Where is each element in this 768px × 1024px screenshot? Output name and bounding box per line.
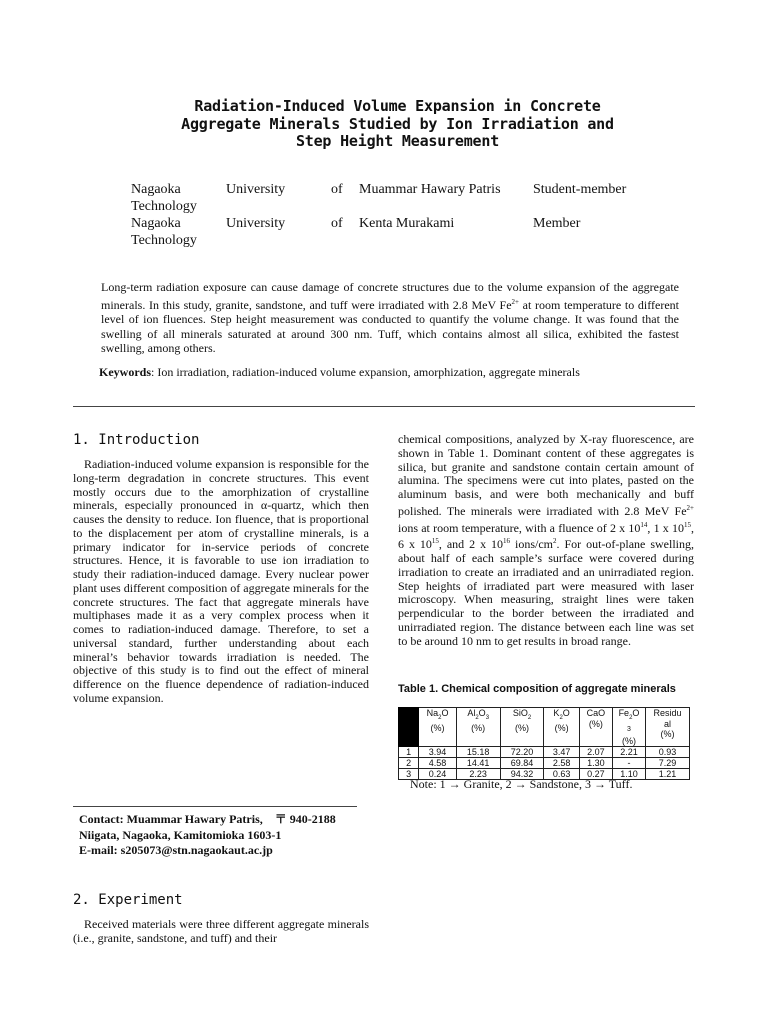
keywords	[99, 365, 689, 380]
author-1-org1: Nagaoka	[131, 182, 181, 197]
table-cell: 1.30	[579, 758, 612, 769]
title-line-2: Aggregate Minerals Studied by Ion Irradiation and	[181, 114, 614, 133]
table-cell: 2.58	[544, 758, 579, 769]
intro-paragraph: Radiation-induced volume expansion is responsible for the long-term degradation in concrete structures. This event mostly occurs due to the amorphization of crystalline minerals, especially pronounced in α-quartz, which then causes the density to reduce. Ion fluence, that is proportional to the displacement per atom of crystalline minerals, is a primary indicator for in-service periods of concrete structures. Hence, it is favorable to use ion irradiation to study their radiation-induced damage. Every nuclear power plant uses different composition of aggregate minerals for the concrete structures. The fact that aggregate minerals have multiphases made it as a very complex process when it comes to radiation-induced damage. Therefore, to set a universal standard, further understanding about each mineral’s behavior towards irradiation is needed. The objective of this study is to find out the effect of mineral difference on the fluence dependence of radiation-induced volume expansion.	[73, 457, 369, 705]
right-sup-2: 2	[553, 537, 557, 546]
keywords-label: Keywords	[99, 365, 151, 379]
table-cell: -	[612, 758, 645, 769]
table-cell: 2.23	[456, 769, 500, 780]
right-text-4: , 6 x 10	[398, 520, 695, 552]
right-text-2: ions at room temperature, with a fluence of 2 x 10	[398, 520, 641, 535]
table-cell: 2.07	[579, 747, 612, 758]
table-note: Note: 1 → Granite, 2 → Sandstone, 3 → Tuff.	[410, 777, 633, 791]
table-cell: 14.41	[456, 758, 500, 769]
header-residual: Residu al (%)	[646, 708, 690, 747]
table-header-row	[399, 708, 690, 747]
table-cell: 4.58	[419, 758, 456, 769]
author-2-org1: Nagaoka	[131, 216, 181, 231]
right-sup-15b: 15	[431, 537, 439, 546]
experiment-paragraph: Received materials were three different aggregate minerals (i.e., granite, sandstone, and tuff) and their	[73, 917, 369, 945]
author-2-org3: Technology	[131, 233, 197, 248]
contact-block	[79, 812, 336, 859]
right-sup-15a: 15	[684, 520, 692, 529]
title-line-3: Step Height Measurement	[295, 132, 500, 150]
author-2-role: Member	[533, 216, 581, 231]
experiment-paragraph-continued	[398, 433, 694, 648]
header-sio2: SiO$_2$ (%)	[500, 708, 544, 747]
table-cell: 69.84	[500, 758, 544, 769]
contact-name: Contact: Muammar Hawary Patris,	[79, 812, 263, 826]
author-1-org3: Technology	[131, 199, 197, 214]
row-index-cell: 2	[399, 758, 419, 769]
composition-table	[398, 707, 690, 780]
right-sup-16: 16	[503, 537, 511, 546]
header-na2o: $Na_2O$ (%)	[419, 708, 456, 747]
keywords-text: : Ion irradiation, radiation-induced volume expansion, amorphization, aggregate minerals	[151, 365, 580, 379]
table-caption: Table 1. Chemical composition of aggregate minerals	[398, 683, 676, 695]
header-cao: CaO (%)	[579, 708, 612, 747]
table-cell: 0.63	[544, 769, 579, 780]
footnote-divider	[73, 806, 357, 807]
table-cell: 0.93	[646, 747, 690, 758]
right-text-3: , 1 x 10	[647, 520, 685, 535]
table-cell: 3.47	[544, 747, 579, 758]
contact-email: E-mail: s205073@stn.nagaokaut.ac.jp	[79, 843, 273, 857]
row-index-cell: 3	[399, 769, 419, 780]
header-al2o3: $Al_2O_3$ (%)	[456, 708, 500, 747]
table-cell: 94.32	[500, 769, 544, 780]
table-cell: 1.21	[646, 769, 690, 780]
table-head	[399, 708, 690, 747]
table-cell: 72.20	[500, 747, 544, 758]
table-cell: 2.21	[612, 747, 645, 758]
table-row	[399, 758, 690, 769]
table-cell: 0.24	[419, 769, 456, 780]
right-text-7: . For out-of-plane swelling, about half of each sample’s surface were covered during irradiation to create an irradiated and an unirradiated region. Step heights of irradiated part were measured with laser microscopy. When measuring, straight lines were taken perpendicular to the border between the irradiated and unirradiated region. The distance between each line was set to be around 10 nm to get results in broad range.	[398, 537, 694, 648]
header-fe2o3: $Fe_2O$ 3 (%)	[612, 708, 645, 747]
table-cell: 7.29	[646, 758, 690, 769]
table-cell: 0.27	[579, 769, 612, 780]
author-1-of: of	[331, 182, 343, 197]
author-1-role: Student-member	[533, 182, 627, 197]
contact-postal: 〒 940-2188	[274, 812, 336, 826]
right-sup-1: 2+	[686, 503, 694, 512]
intro-heading: 1. Introduction	[73, 432, 200, 448]
table-row	[399, 747, 690, 758]
title-line-1: Radiation-Induced Volume Expansion in Concrete	[194, 97, 601, 115]
experiment-heading: 2. Experiment	[73, 892, 183, 908]
row-index-cell: 1	[399, 747, 419, 758]
abstract	[101, 280, 679, 356]
author-2-name: Kenta Murakami	[359, 216, 455, 231]
table-cell: 3.94	[419, 747, 456, 758]
header-corner-cell	[399, 708, 419, 747]
abstract-text-2: at room temperature to different level of ion fluences. Step height measurement was conducted to quantify the volume change. It was found that the swelling of all minerals saturated at around 300 nm. Tuff, which contains almost all silica, exhibited the fastest swelling, among others.	[101, 297, 679, 356]
right-text-5: , and 2 x 10	[438, 537, 504, 552]
paper-title	[120, 98, 675, 151]
table-cell: 1.10	[612, 769, 645, 780]
right-sup-14: 14	[640, 520, 648, 529]
contact-line-1	[79, 812, 336, 828]
author-1-name: Muammar Hawary Patris	[359, 182, 501, 197]
section-divider	[73, 406, 695, 407]
author-1-org2: University	[226, 182, 286, 197]
author-2-of: of	[331, 216, 343, 231]
contact-address: Niigata, Nagaoka, Kamitomioka 1603-1	[79, 827, 282, 842]
table-cell: 15.18	[456, 747, 500, 758]
abstract-sup: 2+	[511, 297, 519, 306]
author-2-org2: University	[226, 216, 286, 231]
table-body	[399, 747, 690, 780]
right-text-6: ions/cm	[510, 537, 553, 552]
header-k2o: $K_2O$ (%)	[544, 708, 579, 747]
abstract-text-1: Long-term radiation exposure can cause damage of concrete structures due to the volume expansion of the aggregate minerals. In this study, granite, sandstone, and tuff were irradiated with 2.8 MeV Fe	[101, 280, 679, 312]
right-text-1: chemical compositions, analyzed by X-ray fluorescence, are shown in Table 1. Dominant content of these aggregates is silica, but granite and sandstone contain certain amount of alumina. The specimens were cut into plates, pasted on the aluminum basis, and were both mechanically and buff polished. The minerals were irradiated with 2.8 MeV Fe	[398, 432, 694, 518]
